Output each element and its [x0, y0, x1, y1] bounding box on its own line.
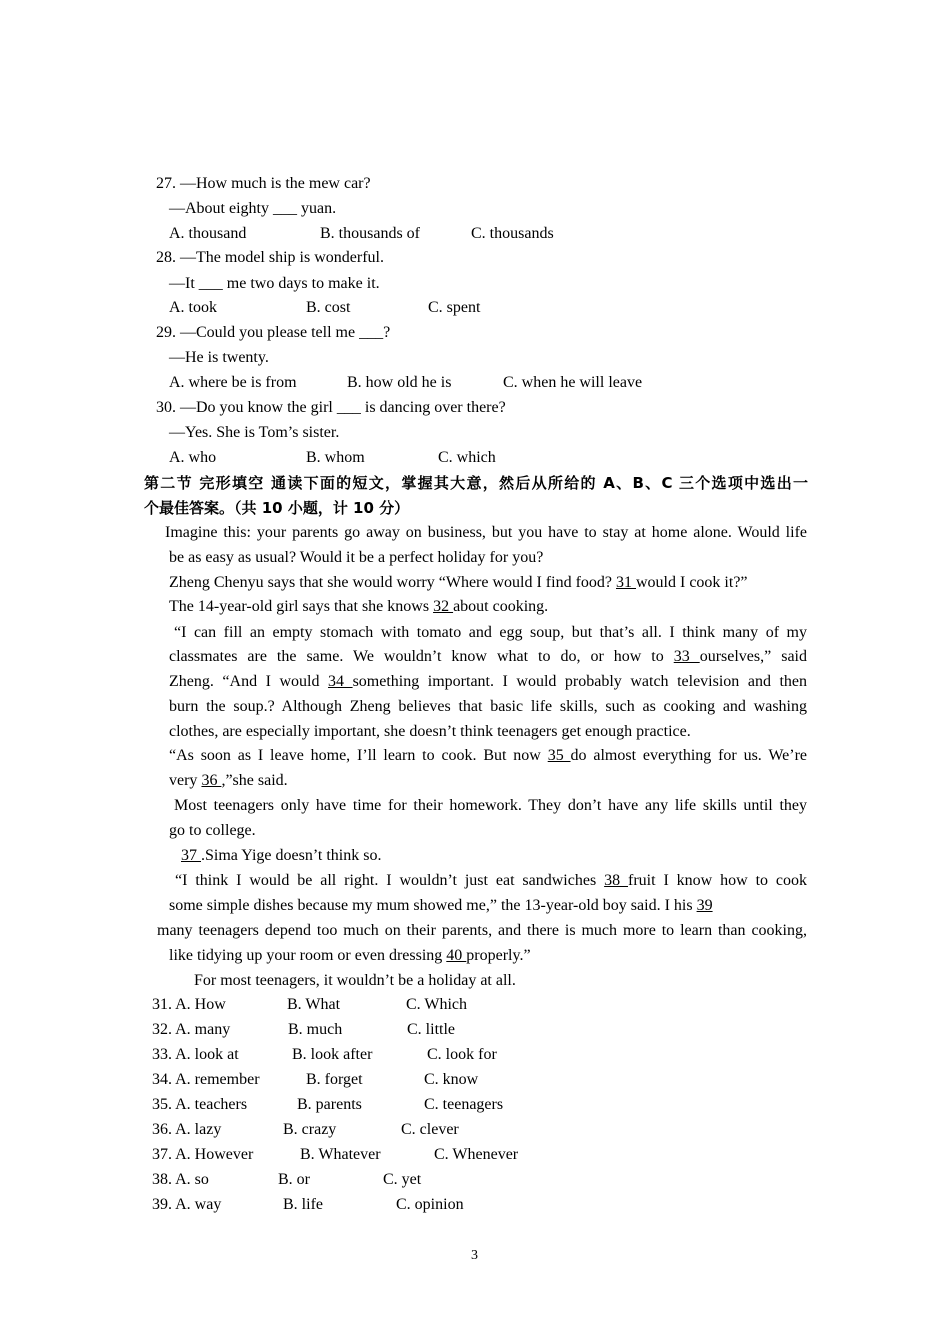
answer-32-b: B. much [288, 1021, 343, 1038]
answer-39-a: 39. A. way [152, 1196, 222, 1213]
question-27-answer-line: —About eighty ___ yuan. [169, 200, 337, 217]
passage-text: properly.” [466, 947, 531, 964]
question-29-stem: 29. —Could you please tell me ___? [156, 324, 391, 341]
question-27-option-a: A. thousand [169, 225, 247, 242]
passage-text: Zheng. “And I would [169, 673, 320, 690]
blank-37: 37 [181, 847, 201, 864]
page-number: 3 [471, 1248, 478, 1263]
passage-text: “I think I would be all right. I wouldn’t just eat sandwiches [175, 872, 597, 889]
blank-32: 32 [433, 598, 454, 615]
passage-text: “As soon as I leave home, I’ll learn to cook. But now [169, 747, 541, 764]
answer-39-c: C. opinion [396, 1196, 464, 1213]
answer-33-b: B. look after [292, 1046, 373, 1063]
blank-34: 34 [328, 673, 353, 690]
answer-31-a: 31. A. How [152, 996, 226, 1013]
question-28-option-a: A. took [169, 299, 217, 316]
question-29-option-c: C. when he will leave [503, 374, 643, 391]
passage-p7-line-3: many teenagers depend too much on their parents, and there is much more to learn than cooking, [157, 922, 807, 939]
answer-35-c: C. teenagers [424, 1096, 504, 1113]
answer-35-a: 35. A. teachers [152, 1096, 248, 1113]
question-30-answer-line: —Yes. She is Tom’s sister. [169, 424, 340, 441]
passage-p2-line-1 [169, 573, 748, 593]
passage-text: .Sima Yige doesn’t think so. [201, 847, 382, 864]
answer-36-a: 36. A. lazy [152, 1121, 222, 1138]
passage-text: something important. I would probably watch television and then [352, 673, 808, 690]
answer-35-b: B. parents [297, 1096, 362, 1113]
answer-32-a: 32. A. many [152, 1021, 231, 1038]
question-27-option-b: B. thousands of [320, 225, 420, 242]
question-30-stem: 30. —Do you know the girl ___ is dancing over there? [156, 399, 506, 416]
section-heading-line-1: 第二节 完形填空 通读下面的短文，掌握其大意，然后从所给的 A、B、C 三个选项中选出一 [144, 474, 808, 492]
passage-p3-line-4: burn the soup.? Although Zheng believes that basic life skills, such as cooking and washing [169, 698, 807, 715]
passage-text: would I cook it?” [636, 574, 748, 591]
answer-37-b: B. Whatever [300, 1146, 381, 1163]
question-28-stem: 28. —The model ship is wonderful. [156, 249, 384, 266]
passage-p2-line-2 [169, 597, 548, 617]
question-30-option-c: C. which [438, 449, 496, 466]
passage-p3-line-2 [169, 647, 807, 667]
answer-36-b: B. crazy [283, 1121, 337, 1138]
answer-36-c: C. clever [401, 1121, 459, 1138]
passage-text: do almost everything for us. We’re [570, 747, 808, 764]
question-29-option-a: A. where be is from [169, 374, 297, 391]
answer-31-c: C. Which [406, 996, 468, 1013]
question-30-option-b: B. whom [306, 449, 365, 466]
answer-38-b: B. or [278, 1171, 310, 1188]
blank-39: 39 [696, 897, 713, 914]
answer-31-b: B. What [287, 996, 341, 1013]
passage-p8: For most teenagers, it wouldn’t be a holiday at all. [194, 972, 516, 989]
question-28-option-c: C. spent [428, 299, 481, 316]
question-30-option-a: A. who [169, 449, 217, 466]
answer-34-a: 34. A. remember [152, 1071, 260, 1088]
passage-p4-line-2 [169, 771, 288, 791]
blank-40: 40 [446, 947, 467, 964]
question-28-option-b: B. cost [306, 299, 351, 316]
question-29-option-b: B. how old he is [347, 374, 452, 391]
passage-p7-line-1 [175, 871, 807, 891]
blank-36: 36 [201, 772, 222, 789]
answer-38-c: C. yet [383, 1171, 422, 1188]
passage-p7-line-4 [169, 946, 531, 966]
answer-37-c: C. Whenever [434, 1146, 519, 1163]
answer-32-c: C. little [407, 1021, 455, 1038]
passage-text: fruit I know how to cook [628, 872, 808, 889]
answer-39-b: B. life [283, 1196, 323, 1213]
answer-33-c: C. look for [427, 1046, 497, 1063]
answer-37-a: 37. A. However [152, 1146, 254, 1163]
answer-34-c: C. know [424, 1071, 479, 1088]
passage-p3-line-1: “I can fill an empty stomach with tomato and egg soup, but that’s all. I think many of my [174, 624, 807, 641]
passage-p3-line-3 [169, 672, 807, 692]
passage-text: about cooking. [453, 598, 549, 615]
blank-33: 33 [673, 648, 700, 665]
passage-p7-line-2 [169, 896, 713, 916]
question-27-option-c: C. thousands [471, 225, 554, 242]
passage-p6-line-1 [181, 846, 381, 866]
passage-text: ,”she said. [221, 772, 288, 789]
passage-p5-line-1: Most teenagers only have time for their homework. They don’t have any life skills until they [174, 797, 807, 814]
question-27-stem: 27. —How much is the mew car? [156, 175, 371, 192]
section-heading-line-2: 个最佳答案。（共 10 小题，计 10 分） [144, 499, 410, 517]
answer-34-b: B. forget [306, 1071, 363, 1088]
blank-31: 31 [616, 574, 636, 591]
passage-p1-line-1: Imagine this: your parents go away on business, but you have to stay at home alone. Would life [165, 524, 807, 541]
passage-p3-line-5: clothes, are especially important, she doesn’t think teenagers get enough practice. [169, 723, 691, 740]
passage-text: like tidying up your room or even dressing [169, 947, 443, 964]
answer-33-a: 33. A. look at [152, 1046, 239, 1063]
passage-text: The 14-year-old girl says that she knows [169, 598, 430, 615]
passage-text: some simple dishes because my mum showed me,” the 13-year-old boy said. I his [169, 897, 693, 914]
question-28-answer-line: —It ___ me two days to make it. [169, 275, 380, 292]
blank-35: 35 [547, 747, 571, 764]
question-29-answer-line: —He is twenty. [169, 349, 269, 366]
passage-text: ourselves,” said [699, 648, 807, 665]
passage-p5-line-2: go to college. [169, 822, 256, 839]
blank-38: 38 [604, 872, 628, 889]
passage-p1-line-2: be as easy as usual? Would it be a perfect holiday for you? [169, 549, 544, 566]
passage-text: classmates are the same. We wouldn’t know what to do, or how to [169, 648, 664, 665]
answer-38-a: 38. A. so [152, 1171, 209, 1188]
passage-text: Zheng Chenyu says that she would worry “Where would I find food? [169, 574, 612, 591]
passage-text: very [169, 772, 198, 789]
passage-p4-line-1 [169, 746, 807, 766]
